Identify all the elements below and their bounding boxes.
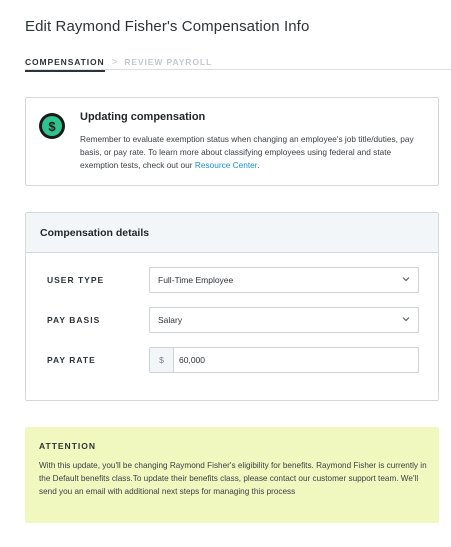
pay-basis-select[interactable] bbox=[149, 307, 419, 333]
pay-basis-label: PAY BASIS bbox=[47, 315, 101, 325]
user-type-select[interactable] bbox=[149, 267, 419, 293]
step-compensation[interactable]: COMPENSATION bbox=[25, 57, 105, 67]
notice-body-trailing: . bbox=[257, 160, 260, 170]
compensation-details-card bbox=[25, 212, 439, 401]
attention-title: ATTENTION bbox=[39, 441, 97, 451]
user-type-row bbox=[26, 267, 438, 293]
page-title: Edit Raymond Fisher's Compensation Info bbox=[25, 18, 310, 35]
pay-rate-row bbox=[26, 347, 438, 373]
steps-divider bbox=[25, 69, 451, 70]
step-indicator bbox=[25, 55, 212, 69]
dollar-sign-glyph: $ bbox=[42, 116, 62, 136]
pay-basis-value: Salary bbox=[158, 315, 183, 325]
user-type-label: USER TYPE bbox=[47, 275, 105, 285]
resource-center-link[interactable]: Resource Center bbox=[194, 160, 258, 170]
attention-callout bbox=[25, 427, 439, 523]
updating-compensation-notice bbox=[25, 97, 439, 186]
attention-body: With this update, you'll be changing Raymond Fisher's eligibility for benefits. Raymond Fisher is currently in the Default benefits class.To update their benefits class, please contact our customer support team. We'll send you an email with additional next steps for managing this process bbox=[39, 461, 427, 496]
notice-body bbox=[80, 133, 430, 172]
step-review-payroll: REVIEW PAYROLL bbox=[124, 57, 213, 67]
pay-rate-input[interactable] bbox=[174, 348, 418, 372]
compensation-details-header: Compensation details bbox=[26, 213, 438, 253]
chevron-right-icon: > bbox=[111, 56, 119, 68]
currency-prefix: $ bbox=[150, 348, 174, 372]
pay-rate-label: PAY RATE bbox=[47, 355, 96, 365]
notice-body-text: Remember to evaluate exemption status when changing an employee's job title/duties, pay basis, or pay rate. To learn more about classifying employees using federal and state exemption tests, check out our bbox=[80, 134, 414, 170]
pay-basis-row bbox=[26, 307, 438, 333]
dollar-coin-icon bbox=[39, 113, 65, 139]
notice-title: Updating compensation bbox=[80, 111, 206, 123]
chevron-down-icon bbox=[402, 275, 410, 283]
chevron-down-icon bbox=[402, 315, 410, 323]
user-type-value: Full-Time Employee bbox=[158, 275, 234, 285]
pay-rate-field bbox=[149, 347, 419, 373]
